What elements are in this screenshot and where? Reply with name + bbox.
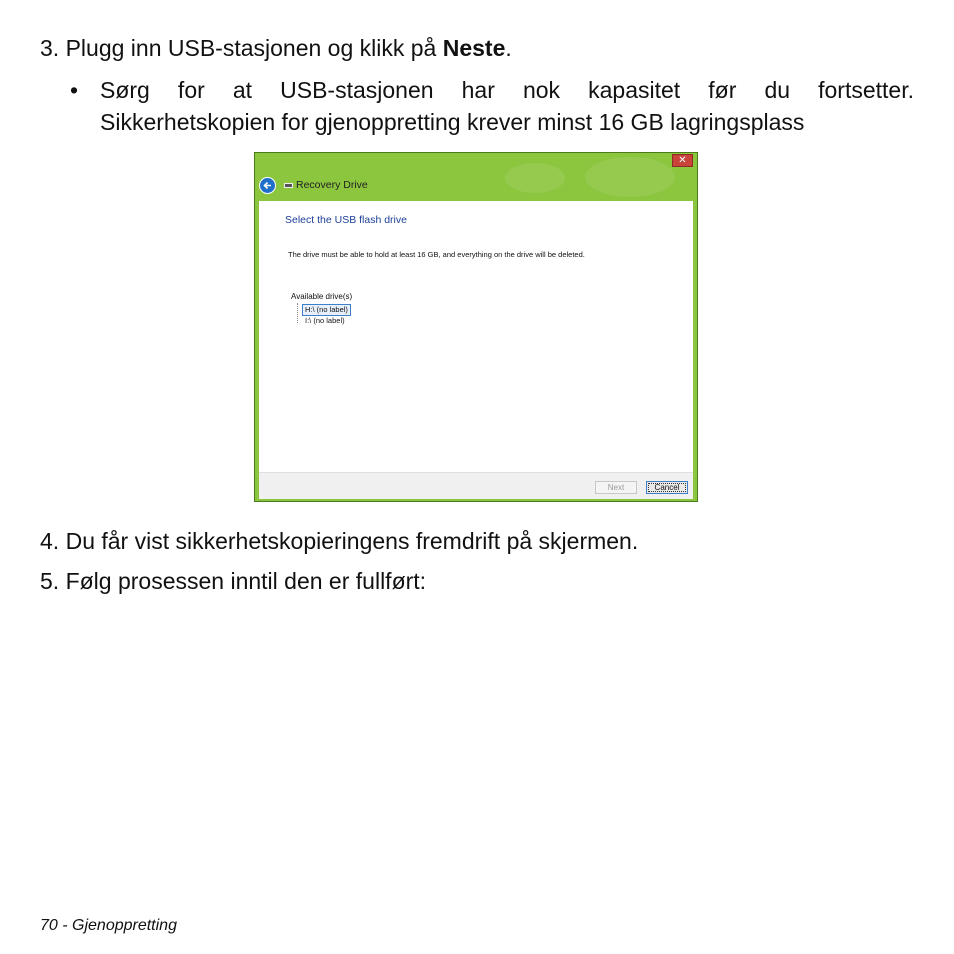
recovery-drive-window: [254, 152, 698, 502]
available-drives-label: Available drive(s): [291, 292, 353, 301]
back-arrow-icon[interactable]: [259, 177, 276, 194]
bullet-marker: •: [70, 77, 79, 103]
step-text: Følg prosessen inntil den er fullført:: [65, 568, 427, 594]
window-footer: [259, 472, 693, 499]
drive-item-h[interactable]: H:\ (no label): [302, 304, 351, 316]
step-text: Du får vist sikkerhetskopieringens fremdrift på skjermen.: [65, 528, 639, 554]
step-bold-term: Neste: [442, 35, 506, 61]
window-title: Recovery Drive: [296, 179, 368, 191]
step-text: Plugg inn USB-stasjonen og klikk på: [65, 35, 443, 61]
page-footer: 70 - Gjenoppretting: [40, 917, 177, 934]
step-suffix: .: [505, 35, 512, 61]
window-content: [259, 201, 693, 472]
drive-item-i[interactable]: I:\ (no label): [305, 316, 345, 325]
window-titlebar: [255, 153, 697, 201]
drive-icon: [284, 183, 293, 188]
step-number: 4.: [40, 528, 60, 554]
step-4: [40, 527, 638, 555]
step-number: 5.: [40, 568, 60, 594]
cancel-button[interactable]: Cancel: [646, 481, 688, 494]
close-icon[interactable]: ✕: [672, 154, 693, 167]
description-text: The drive must be able to hold at least 16 GB, and everything on the drive will be deleted.: [288, 250, 585, 259]
step-5: [40, 567, 426, 595]
bullet-line-2: Sikkerhetskopien for gjenoppretting krever minst 16 GB lagringsplass: [100, 109, 805, 135]
bullet-line-1: Sørg for at USB-stasjonen har nok kapasitet før du fortsetter.: [100, 77, 914, 103]
page-heading: Select the USB flash drive: [285, 214, 407, 226]
step-number: 3.: [40, 35, 60, 61]
next-button[interactable]: Next: [595, 481, 637, 494]
step-3: [40, 34, 512, 62]
